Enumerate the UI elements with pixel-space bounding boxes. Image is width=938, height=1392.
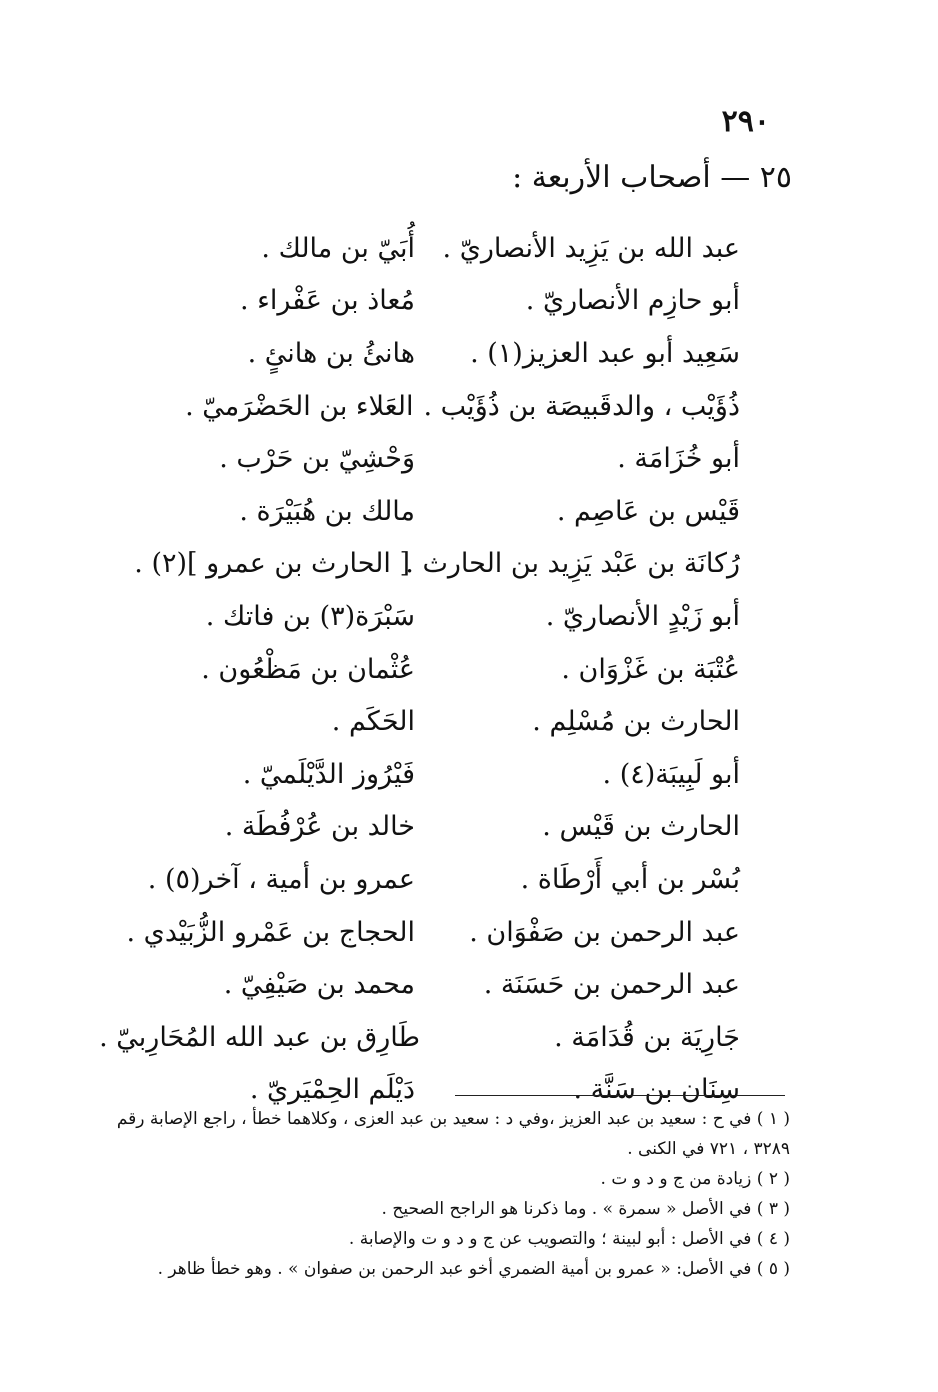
name-entry: الحارث بن قَيْس . [542,811,740,843]
name-entry: الحجاج بن عَمْرو الزُّبَيْدي . [126,916,415,948]
name-entry: أبو خُزَامَة . [617,443,740,475]
name-entry: الحارث بن مُسْلِم . [532,706,740,738]
names-row [100,538,740,591]
name-entry: دَيْلَم الحِمْيَريّ . [249,1074,415,1106]
name-entry: قَيْس بن عَاصِم . [556,495,740,527]
names-row [100,748,740,801]
name-entry: عُثْمان بن مَظْعُون . [201,653,415,685]
name-entry: عُتْبَة بن غَزْوَان . [561,653,740,685]
name-entry: عمرو بن أمية ، آخر(٥) . [147,863,415,895]
name-entry: خالد بن عُرْفُطَة . [224,811,415,843]
names-row [100,485,740,538]
name-entry: محمد بن صَيْفِيّ . [223,969,415,1001]
name-entry: سَبْرَة(٣) بن فاتك . [205,600,415,632]
names-row [100,1011,740,1064]
name-entry: وَحْشِيّ بن حَرْب . [219,443,415,475]
name-entry: طَارِق بن عبد الله المُحَارِبيّ . [99,1021,420,1053]
name-entry: عبد الرحمن بن صَفْوَان . [469,916,740,948]
names-row [100,853,740,906]
name-entry: أُبَيّ بن مالك . [261,232,415,264]
name-entry: مُعاذ بن عَفْراء . [240,285,415,317]
names-row [100,643,740,696]
names-row [100,695,740,748]
names-row [100,275,740,328]
names-row [100,380,740,433]
name-entry: فَيْرُوز الدَّيْلَميّ . [242,758,415,790]
name-entry: أبو لَبِيبَة(٤) . [602,758,740,790]
names-row [100,222,740,275]
name-entry: أبو زَيْدٍ الأنصاريّ . [545,600,740,632]
name-entry: بُسْر بن أبي أَرْطَاة . [520,863,740,895]
name-entry: جَارِيَة بن قُدَامَة . [554,1021,740,1053]
names-row [100,327,740,380]
section-heading: ٢٥ — أصحاب الأربعة : [512,160,792,195]
names-row [100,590,740,643]
name-entry: سِنَان بن سَنَّة . [573,1074,740,1106]
name-entry: رُكانَة بن عَبْد يَزِيد بن الحارث . [405,548,740,580]
names-row [100,958,740,1011]
name-entry: مالك بن هُبَيْرَة . [239,495,415,527]
name-entry: سَعِيد أبو عبد العزيز(١) . [470,337,740,369]
page-number: ٢٩٠ [721,104,770,139]
name-entry: أبو حازِم الأنصاريّ . [525,285,740,317]
name-entry: الحَكَم . [331,706,415,738]
name-entry: العَلاء بن الحَضْرَميّ . [185,390,414,422]
footnote: ( ٢ ) زيادة من ج و د و ت . [600,1169,790,1189]
names-table [100,222,740,1116]
names-row [100,801,740,854]
footnotes [110,1104,790,1284]
names-row [100,432,740,485]
name-entry: هانئُ بن هانئٍ . [247,337,415,369]
name-entry: عبد الرحمن بن حَسَنَة . [483,969,740,1001]
footnote: ( ٥ ) في الأصل: « عمرو بن أمية الضمري أخو عبد الرحمن بن صفوان » . وهو خطأ ظاهر . [157,1259,790,1279]
footnote: ( ١ ) في ح : سعيد بن عبد العزيز ،وفي د : سعيد بن عبد العزى ، وكلاهما خطأ ، راجع الإصابة رقم ٣٢٨٩ ، ٧٢١ في الكنى . [116,1109,790,1159]
name-entry: ذُؤَيْب ، والدقَبيصَة بن ذُؤَيْب . [423,390,740,422]
footnote-divider [455,1095,785,1096]
name-entry: [ الحارث بن عمرو ](٢) . [134,548,410,580]
footnote: ( ٣ ) في الأصل « سمرة » . وما ذكرنا هو الراجح الصحيح . [381,1199,790,1219]
footnote: ( ٤ ) في الأصل : أبو لبينة ؛ والتصويب عن ج و د و ت والإصابة . [348,1229,790,1249]
name-entry: عبد الله بن يَزِيد الأنصاريّ . [442,232,740,264]
names-row [100,906,740,959]
